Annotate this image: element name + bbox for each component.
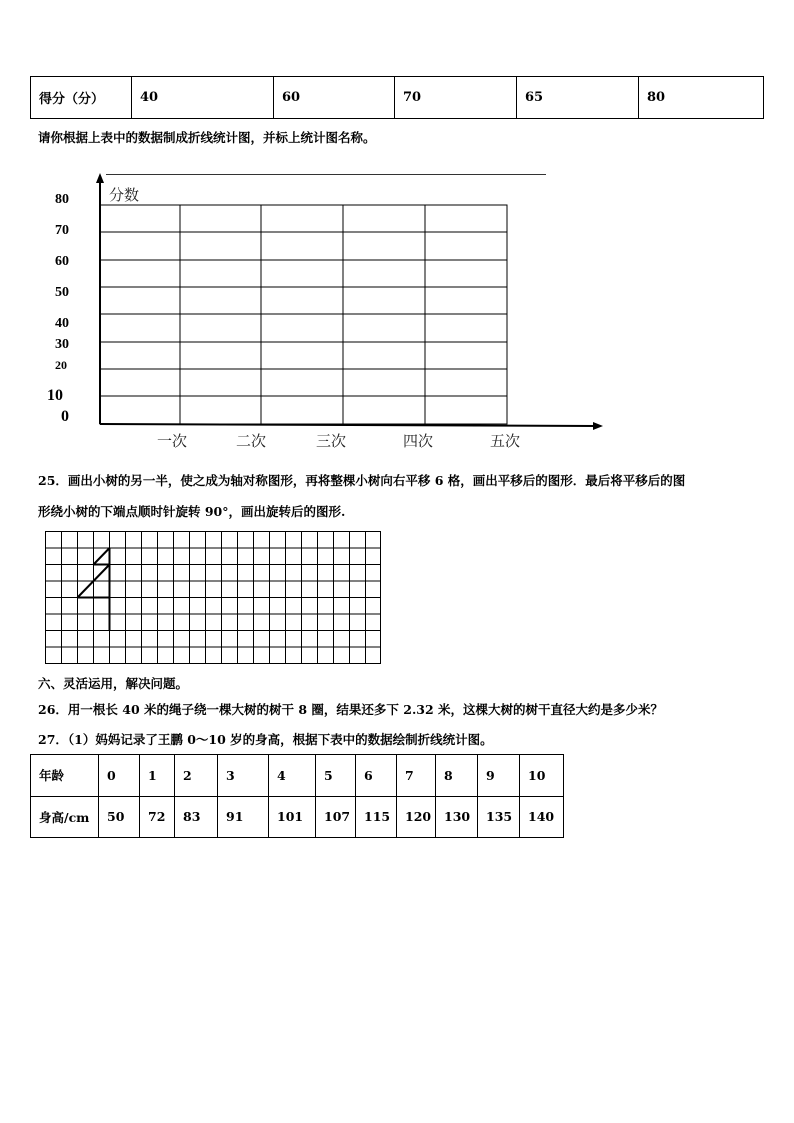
age-cell: 0 [99, 755, 140, 797]
chart-grid [0, 0, 794, 460]
score-cell: 60 [274, 77, 395, 119]
q27-text: 27．（1）妈妈记录了王鹏 0～10 岁的身高，根据下表中的数据绘制折线统计图。 [38, 732, 493, 747]
y-axis-arrow [96, 173, 104, 183]
q25-line1: 25．画出小树的另一半，使之成为轴对称图形，再将整棵小树向右平移 6 格，画出平移后的图形．最后将平移后的图 [38, 473, 686, 488]
age-cell: 9 [478, 755, 520, 797]
section-title: 六、灵活运用，解决问题。 [38, 676, 189, 691]
age-label: 年龄 [31, 755, 99, 797]
x-axis-arrow [593, 422, 603, 430]
height-cell: 83 [175, 796, 218, 838]
age-cell: 8 [436, 755, 478, 797]
q26-text: 26．用一根长 40 米的绳子绕一棵大树的树干 8 圈，结果还多下 2.32 米，这棵大树的树干直径大约是多少米？ [38, 702, 664, 717]
height-cell: 91 [218, 796, 269, 838]
tree-grid [44, 530, 384, 666]
age-cell: 2 [175, 755, 218, 797]
y-tick-label: 30 [55, 337, 69, 352]
y-tick-label: 70 [55, 223, 69, 238]
y-tick-label: 10 [47, 387, 63, 404]
height-table-row-age [31, 755, 564, 797]
age-cell: 6 [356, 755, 397, 797]
age-cell: 10 [520, 755, 564, 797]
chart-instruction: 请你根据上表中的数据制成折线统计图，并标上统计图名称。 [38, 130, 376, 145]
y-axis-label: 分数 [109, 186, 140, 204]
x-tick-label: 三次 [316, 432, 347, 450]
height-cell: 135 [478, 796, 520, 838]
score-cell: 40 [132, 77, 274, 119]
age-cell: 3 [218, 755, 269, 797]
score-cell: 80 [639, 77, 764, 119]
height-cell: 120 [397, 796, 436, 838]
y-tick-label: 60 [55, 254, 69, 269]
y-tick-label: 0 [61, 408, 69, 425]
x-tick-label: 二次 [236, 432, 267, 450]
y-tick-label: 20 [55, 358, 67, 372]
x-tick-label: 一次 [157, 432, 188, 450]
height-cell: 140 [520, 796, 564, 838]
height-cell: 101 [269, 796, 316, 838]
height-table-row-height [31, 796, 564, 838]
height-cell: 130 [436, 796, 478, 838]
y-tick-label: 40 [55, 316, 69, 331]
y-tick-label: 50 [55, 285, 69, 300]
age-cell: 1 [140, 755, 175, 797]
score-cell: 65 [517, 77, 639, 119]
age-cell: 5 [316, 755, 356, 797]
score-label: 得分（分） [31, 77, 132, 119]
x-tick-label: 四次 [403, 432, 434, 450]
height-cell: 50 [99, 796, 140, 838]
height-cell: 107 [316, 796, 356, 838]
tree-branch [94, 548, 110, 565]
height-label: 身高/cm [31, 796, 99, 838]
age-cell: 7 [397, 755, 436, 797]
q25-line2: 形绕小树的下端点顺时针旋转 90°，画出旋转后的图形. [38, 504, 346, 519]
height-table [30, 754, 564, 838]
age-cell: 4 [269, 755, 316, 797]
height-cell: 115 [356, 796, 397, 838]
x-tick-label: 五次 [490, 432, 521, 450]
height-cell: 72 [140, 796, 175, 838]
score-cell: 70 [395, 77, 517, 119]
y-tick-label: 80 [55, 192, 69, 207]
